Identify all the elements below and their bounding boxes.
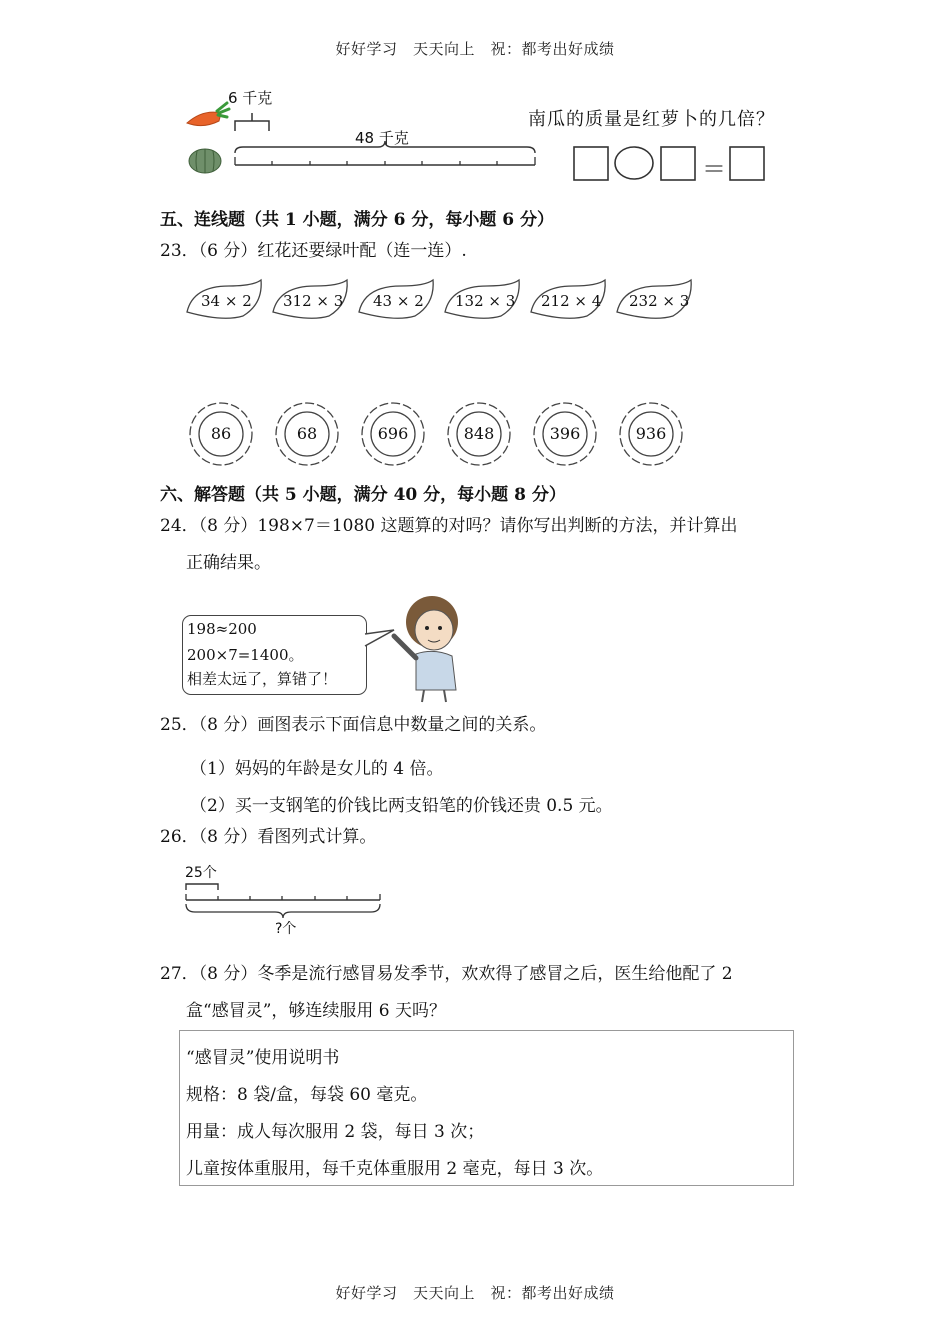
q27-line2: 盒“感冒灵”，够连续服用 6 天吗？	[186, 1001, 447, 1021]
spec-line-3: 儿童按体重服用，每千克体重服用 2 毫克，每日 3 次。	[186, 1159, 604, 1179]
leaf-1[interactable]: 34 × 2	[201, 292, 252, 310]
page-footer: 好好学习 天天向上 祝：都考出好成绩	[335, 1284, 615, 1302]
q26-bottom-label: ?个	[275, 921, 297, 937]
carrot-weight-label: 6 千克	[228, 89, 273, 107]
section5-title: 五、连线题（共 1 小题，满分 6 分，每小题 6 分）	[160, 210, 554, 230]
flower-3[interactable]: 696	[377, 424, 409, 443]
page-header: 好好学习 天天向上 祝：都考出好成绩	[335, 40, 615, 58]
leaf-6[interactable]: 232 × 3	[629, 292, 690, 310]
spec-line-1: 规格：8 袋/盒，每袋 60 毫克。	[186, 1085, 428, 1105]
q22-question: 南瓜的质量是红萝卜的几倍？	[528, 109, 775, 130]
leaf-4[interactable]: 132 × 3	[455, 292, 516, 310]
equals-sign: ＝	[702, 155, 726, 183]
speech-bubble	[182, 615, 367, 695]
section6-title: 六、解答题（共 5 小题，满分 40 分，每小题 8 分）	[160, 485, 566, 505]
leaf-shapes	[183, 274, 703, 324]
flower-1[interactable]: 86	[210, 424, 232, 443]
flower-6[interactable]: 936	[635, 424, 667, 443]
spec-line-2: 用量：成人每次服用 2 袋，每日 3 次；	[186, 1122, 485, 1142]
instruction-box	[179, 1030, 794, 1186]
bubble-line-1: 198≈200	[187, 620, 257, 638]
leaf-5[interactable]: 212 × 4	[541, 292, 602, 310]
q22-figure	[183, 85, 803, 190]
bubble-line-3: 相差太远了，算错了！	[187, 670, 338, 688]
leaf-2[interactable]: 312 × 3	[283, 292, 344, 310]
spec-title: “感冒灵”使用说明书	[186, 1048, 340, 1068]
q26-text: 26．（8 分）看图列式计算。	[160, 827, 377, 847]
q23-text: 23．（6 分）红花还要绿叶配（连一连）.	[160, 241, 467, 261]
flower-row	[183, 400, 703, 470]
flower-5[interactable]: 396	[549, 424, 581, 443]
bubble-line-2: 200×7=1400。	[187, 646, 304, 664]
q26-top-label: 25个	[185, 865, 217, 881]
leaf-3[interactable]: 43 × 2	[373, 292, 424, 310]
q25-sub1: （1）妈妈的年龄是女儿的 4 倍。	[190, 759, 444, 779]
leaf-row	[183, 274, 703, 324]
flower-4[interactable]: 848	[463, 424, 495, 443]
pumpkin-weight-label: 48 千克	[355, 129, 409, 147]
q24-line2: 正确结果。	[186, 553, 271, 573]
flower-2[interactable]: 68	[296, 424, 318, 443]
q24-line1: 24．（8 分）198×7＝1080 这题算的对吗？请你写出判断的方法，并计算出	[160, 516, 738, 536]
pumpkin-icon	[189, 149, 221, 173]
q26-diagram	[183, 862, 388, 942]
flower-shapes	[183, 400, 703, 470]
q25-sub2: （2）买一支钢笔的价钱比两支铅笔的价钱还贵 0.5 元。	[190, 796, 613, 816]
carrot-icon	[187, 103, 229, 126]
boy-illustration	[364, 594, 469, 704]
q25-text: 25．（8 分）画图表示下面信息中数量之间的关系。	[160, 715, 547, 735]
q27-line1: 27．（8 分）冬季是流行感冒易发季节，欢欢得了感冒之后，医生给他配了 2	[160, 964, 733, 984]
